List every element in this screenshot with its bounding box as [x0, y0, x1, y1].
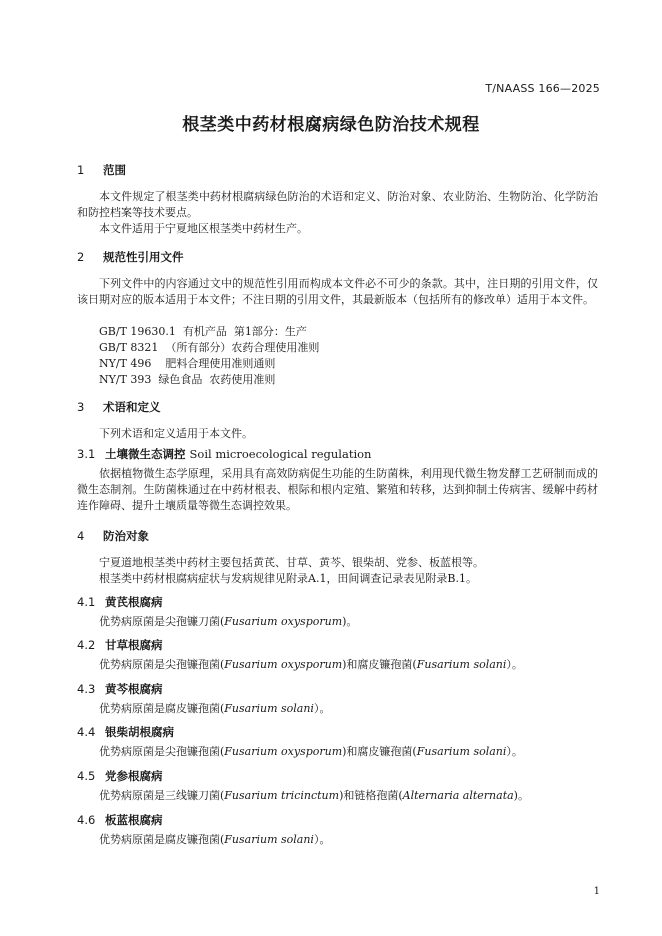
subsection-title: 板蓝根腐病 — [105, 813, 163, 827]
species-name: Fusarium solani — [416, 658, 507, 671]
species-name: Alternaria alternata — [402, 789, 514, 802]
species-name: Fusarium oxysporum — [224, 615, 343, 628]
section-2-heading — [77, 249, 184, 265]
section-2-paragraph-1: 下列文件中的内容通过文中的规范性引用而构成本文件必不可少的条款。其中，注日期的引用文件，仅该日期对应的版本适用于本文件；不注日期的引用文件，其最新版本（包括所有的修改单）适用于本文件。 — [77, 277, 598, 306]
subsection-4-1-paragraph: 优势病原菌是尖孢镰刀菌(Fusarium oxysporum)。 — [99, 615, 358, 628]
document-title: 根茎类中药材根腐病绿色防治技术规程 — [182, 115, 480, 135]
species-name: Fusarium oxysporum — [224, 745, 343, 758]
subsection-4-6-paragraph: 优势病原菌是腐皮镰孢菌(Fusarium solani）。 — [99, 833, 331, 846]
section-4-paragraph-2: 根茎类中药材根腐病症状与发病规律见附录A.1，田间调查记录表见附录B.1。 — [99, 572, 478, 585]
species-name: Fusarium oxysporum — [224, 658, 343, 671]
subsection-4-6-heading — [77, 812, 163, 828]
subsection-number: 4.3 — [77, 682, 96, 696]
section-1-paragraph-1: 本文件规定了根茎类中药材根腐病绿色防治的术语和定义、防治对象、农业防治、生物防治、化学防治和防控档案等技术要点。 — [77, 190, 598, 219]
section-number: 2 — [77, 250, 85, 264]
subsection-number: 3.1 — [77, 447, 96, 461]
subsection-4-3-heading — [77, 681, 163, 697]
subsection-number: 4.1 — [77, 595, 96, 609]
page-number: 1 — [593, 886, 600, 897]
subsection-4-5-heading — [77, 768, 163, 784]
section-number: 1 — [77, 163, 85, 177]
subsection-title: 银柴胡根腐病 — [105, 725, 174, 739]
section-3-paragraph-1: 下列术语和定义适用于本文件。 — [99, 427, 253, 440]
subsection-title: 土壤微生态调控 — [105, 447, 186, 461]
subsection-number: 4.5 — [77, 769, 96, 783]
section-4-heading — [77, 528, 149, 544]
section-4-paragraph-1: 宁夏道地根茎类中药材主要包括黄芪、甘草、黄芩、银柴胡、党参、板蓝根等。 — [99, 556, 484, 569]
reference-item: NY/T 496 肥料合理使用准则通则 — [99, 357, 276, 370]
subsection-number: 4.6 — [77, 813, 96, 827]
subsection-4-2-heading — [77, 637, 163, 653]
subsection-3-1-heading — [77, 446, 371, 462]
subsection-4-4-paragraph: 优势病原菌是尖孢镰孢菌(Fusarium oxysporum)和腐皮镰孢菌(Fusarium solani）。 — [99, 745, 523, 758]
section-3-heading — [77, 399, 161, 415]
section-1-heading — [77, 162, 126, 178]
section-title: 规范性引用文件 — [103, 250, 184, 264]
standard-number: T/NAASS 166—2025 — [485, 82, 600, 95]
section-1-paragraph-2: 本文件适用于宁夏地区根茎类中药材生产。 — [99, 222, 308, 235]
section-number: 3 — [77, 400, 85, 414]
species-name: Fusarium solani — [224, 702, 314, 715]
subsection-3-1-paragraph: 依据植物微生态学原理，采用具有高效防病促生功能的生防菌株，利用现代微生物发酵工艺研制而成的微生态制剂。生防菌株通过在中药材根表、根际和根内定殖、繁殖和转移，达到抑制土传病害、缓解中药材连作障碍、提升土壤质量等微生态调控效果。 — [77, 467, 598, 512]
subsection-title: 党参根腐病 — [105, 769, 163, 783]
subsection-title: 黄芪根腐病 — [105, 595, 163, 609]
species-name: Fusarium solani — [416, 745, 507, 758]
subsection-4-5-paragraph: 优势病原菌是三线镰刀菌(Fusarium tricinctum)和链格孢菌(Alternaria alternata)。 — [99, 789, 529, 802]
subsection-4-1-heading — [77, 594, 163, 610]
subsection-4-2-paragraph: 优势病原菌是尖孢镰孢菌(Fusarium oxysporum)和腐皮镰孢菌(Fusarium solani）。 — [99, 658, 523, 671]
subsection-title: 甘草根腐病 — [105, 638, 163, 652]
subsection-title: 黄芩根腐病 — [105, 682, 163, 696]
species-name: Fusarium tricinctum — [224, 789, 340, 802]
section-title: 范围 — [103, 163, 126, 177]
subsection-title-english: Soil microecological regulation — [189, 447, 372, 461]
subsection-number: 4.4 — [77, 725, 96, 739]
reference-item: NY/T 393 绿色食品 农药使用准则 — [99, 373, 276, 386]
subsection-4-4-heading — [77, 724, 174, 740]
section-title: 术语和定义 — [103, 400, 161, 414]
subsection-4-3-paragraph: 优势病原菌是腐皮镰孢菌(Fusarium solani）。 — [99, 702, 331, 715]
subsection-number: 4.2 — [77, 638, 96, 652]
reference-item: GB/T 19630.1 有机产品 第1部分：生产 — [99, 325, 307, 338]
species-name: Fusarium solani — [224, 833, 314, 846]
reference-item: GB/T 8321 （所有部分）农药合理使用准则 — [99, 341, 320, 354]
section-title: 防治对象 — [103, 529, 149, 543]
section-number: 4 — [77, 529, 85, 543]
